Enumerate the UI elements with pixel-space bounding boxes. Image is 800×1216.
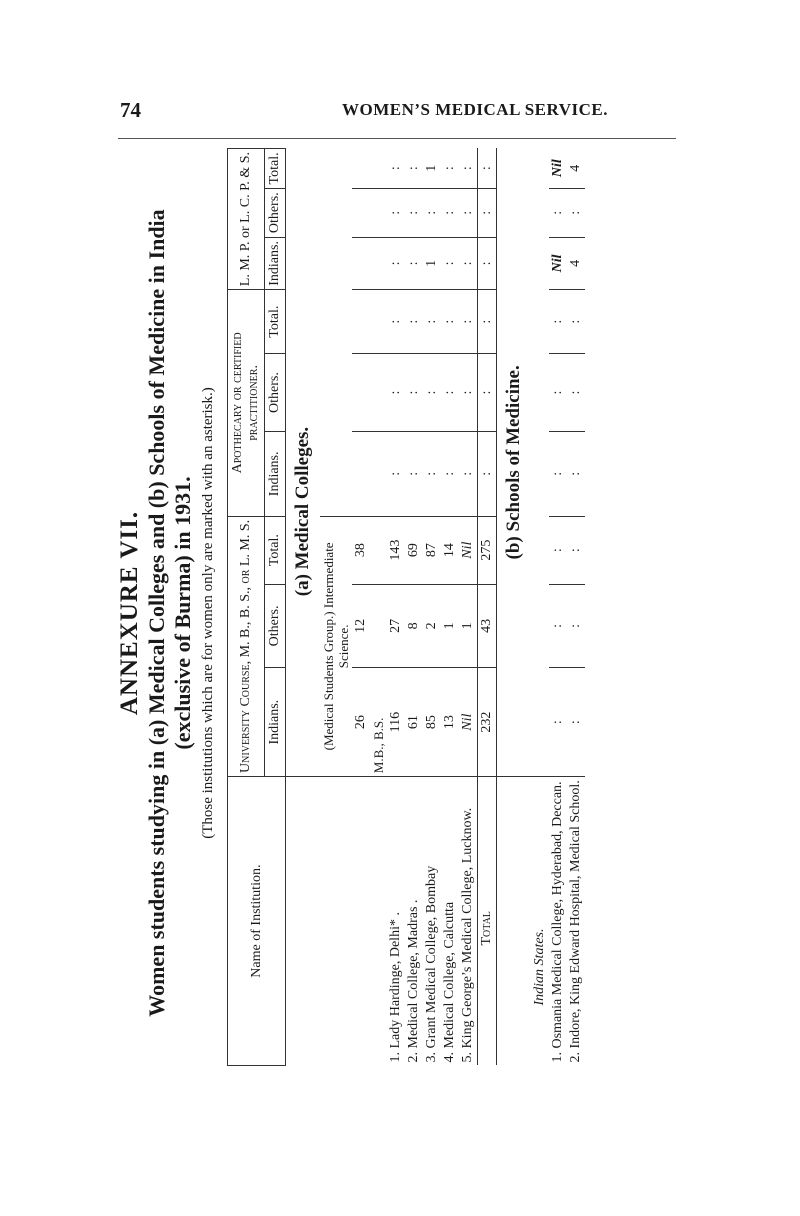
table-cell: 85 [423, 668, 441, 777]
table-cell: : [441, 354, 459, 432]
table-cell: : [405, 290, 423, 354]
table-cell: 87 [423, 516, 441, 584]
table-cell: : [387, 149, 405, 189]
table-cell: 38 [352, 516, 370, 584]
table-cell: : [567, 290, 585, 354]
running-title: WOMEN’S MEDICAL SERVICE. [342, 100, 608, 119]
page-number: 74 [120, 98, 141, 122]
table-cell: : [441, 237, 459, 290]
table-cell: : [459, 237, 478, 290]
table-cell: : [567, 668, 585, 777]
institution-name: 1. Osmania Medical College, Hyderabad, Deccan. [550, 781, 565, 1063]
rotated-annexure [110, 148, 680, 1078]
table-cell: : [549, 516, 567, 584]
table-cell: 1 [423, 237, 441, 290]
table-cell: : [405, 354, 423, 432]
table-cell: Nil [549, 149, 567, 189]
table-cell: : [567, 188, 585, 237]
table-cell: : [441, 188, 459, 237]
group-apothecary: Apothecary or certified practitioner. [228, 290, 265, 516]
table-cell: 1 [441, 584, 459, 667]
annexure-note: (Those institutions which are for women only are marked with an asterisk.) [200, 387, 216, 839]
col-total: Total. [265, 149, 286, 189]
institution-name: 4. Medical College, Calcutta [442, 901, 457, 1063]
table-cell: : [549, 584, 567, 667]
table-cell: : [387, 290, 405, 354]
table-row [567, 149, 585, 1066]
table-row [441, 149, 459, 1066]
table-row [423, 149, 441, 1066]
col-indians: Indians. [265, 237, 286, 290]
table-cell: : [441, 290, 459, 354]
page-header [0, 98, 800, 138]
table-cell: 1 [423, 149, 441, 189]
table-cell: : [459, 354, 478, 432]
table-cell: : [478, 432, 497, 516]
table-cell: 4 [567, 149, 585, 189]
table-cell: : [441, 432, 459, 516]
table-cell: : [549, 432, 567, 516]
table-cell: 2 [423, 584, 441, 667]
annexure-heading: ANNEXURE VII. [116, 510, 143, 716]
table-row [459, 149, 478, 1066]
indian-states-label: Indian States. [532, 928, 547, 1006]
col-others: Others. [265, 354, 286, 432]
institution-name: 1. Lady Hardinge, Delhi* . [388, 912, 403, 1063]
table-cell: 232 [478, 668, 497, 777]
table-cell: 43 [478, 584, 497, 667]
header-rule [118, 138, 676, 139]
table-cell: : [459, 290, 478, 354]
table-cell: 12 [352, 584, 370, 667]
table-cell: : [478, 290, 497, 354]
table-cell: Nil [459, 668, 478, 777]
table-cell: 61 [405, 668, 423, 777]
table-cell: 13 [441, 668, 459, 777]
table-row [387, 149, 405, 1066]
col-total: Total. [265, 290, 286, 354]
table-cell: : [459, 188, 478, 237]
table-cell: : [423, 354, 441, 432]
table-cell: : [387, 237, 405, 290]
students-table [227, 148, 585, 1066]
table-cell: 14 [441, 516, 459, 584]
intermediate-label: (Medical Students Group.) Intermediate Science. [320, 516, 352, 777]
annexure-title-line2: (exclusive of Burma) in 1931. [170, 476, 195, 750]
mbbs-label: M.B., B.S. [370, 668, 387, 777]
table-cell: : [459, 149, 478, 189]
group-lmp: L. M. P. or L. C. P. & S. [228, 149, 265, 290]
table-cell: : [567, 516, 585, 584]
group-university: University Course, M. B., B. S., or L. M. S. [228, 516, 265, 777]
table-cell: 275 [478, 516, 497, 584]
section-a-heading: (a) Medical Colleges. [286, 149, 321, 777]
table-cell: : [387, 188, 405, 237]
table-cell: : [459, 432, 478, 516]
table-cell: : [549, 290, 567, 354]
table-cell: : [478, 237, 497, 290]
table-cell: : [423, 188, 441, 237]
col-others: Others. [265, 584, 286, 667]
institution-name: 3. Grant Medical College, Bombay [424, 865, 439, 1063]
col-institution: Name of Institution. [228, 777, 286, 1066]
table-cell: : [567, 354, 585, 432]
table-cell: 26 [352, 668, 370, 777]
section-b-heading: (b) Schools of Medicine. [497, 149, 532, 777]
institution-name: 5. King George’s Medical College, Lucknow. [460, 807, 475, 1063]
table-cell: 116 [387, 668, 405, 777]
col-total: Total. [265, 516, 286, 584]
table-cell: : [387, 432, 405, 516]
total-label: Total [478, 777, 497, 1066]
table-cell: Nil [459, 516, 478, 584]
institution-name: 2. Medical College, Madras . [406, 899, 421, 1063]
table-cell: 143 [387, 516, 405, 584]
table-cell: : [405, 432, 423, 516]
table-cell: : [549, 188, 567, 237]
table-cell: : [423, 290, 441, 354]
table-cell: : [387, 354, 405, 432]
table-cell: : [423, 432, 441, 516]
table-cell: : [405, 149, 423, 189]
table-cell: 69 [405, 516, 423, 584]
institution-name: 2. Indore, King Edward Hospital, Medical School. [568, 780, 583, 1063]
annexure-title-line1: Women students studying in (a) Medical Colleges and (b) Schools of Medicine in India [144, 209, 169, 1017]
col-indians: Indians. [265, 432, 286, 516]
col-others: Others. [265, 188, 286, 237]
table-cell: 1 [459, 584, 478, 667]
table-cell: : [405, 188, 423, 237]
table-cell: : [567, 432, 585, 516]
table-cell: : [549, 668, 567, 777]
table-cell: : [549, 354, 567, 432]
table-cell: : [478, 354, 497, 432]
table-cell: Nil [549, 237, 567, 290]
col-indians: Indians. [265, 668, 286, 777]
table-row [405, 149, 423, 1066]
table-row [549, 149, 567, 1066]
table-cell: 4 [567, 237, 585, 290]
table-cell: 8 [405, 584, 423, 667]
table-cell: 27 [387, 584, 405, 667]
total-row [478, 149, 497, 1066]
table-cell: : [478, 188, 497, 237]
table-cell: : [478, 149, 497, 189]
table-cell: : [567, 584, 585, 667]
table-cell: : [441, 149, 459, 189]
table-cell: : [405, 237, 423, 290]
